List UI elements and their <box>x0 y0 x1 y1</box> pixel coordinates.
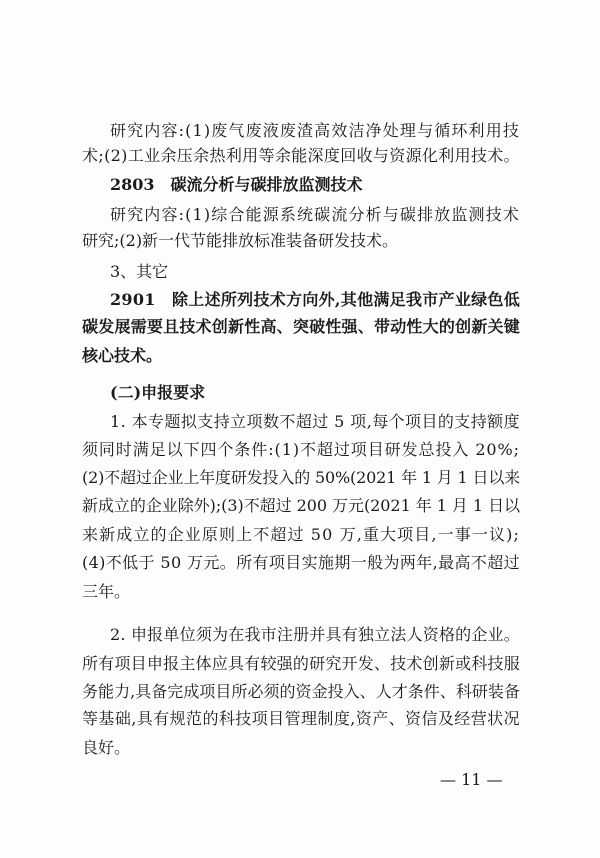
text-line: 须同时满足以下四个条件:(1)不超过项目研发总投入 20%; <box>82 440 520 459</box>
text-line: (4)不低于 50 万元。所有项目实施期一般为两年,最高不超过 <box>82 553 520 572</box>
section-heading: (二)申报要求 <box>110 383 206 402</box>
page-number: — 11 — <box>440 770 503 789</box>
text-line: 研究内容:(1)综合能源系统碳流分析与碳排放监测技术 <box>110 205 520 224</box>
text-line: 来新成立的企业原则上不超过 50 万,重大项目,一事一议); <box>82 525 520 544</box>
text-line: 1. 本专题拟支持立项数不超过 5 项,每个项目的支持额度 <box>110 412 520 431</box>
text-line: 所有项目申报主体应具有较强的研究开发、技术创新或科技服 <box>82 654 520 673</box>
text-line: 良好。 <box>82 738 131 757</box>
text-line: 等基础,具有规范的科技项目管理制度,资产、资信及经营状况 <box>82 709 520 728</box>
text-line: 碳发展需要且技术创新性高、突破性强、带动性大的创新关键 <box>82 317 520 336</box>
text-line: 核心技术。 <box>82 346 163 365</box>
text-line: 研究内容:(1)废气废液废渣高效洁净处理与循环利用技 <box>110 121 520 140</box>
text-line: (2)不超过企业上年度研发投入的 50%(2021 年 1 月 1 日以来 <box>82 468 520 487</box>
text-line: 2. 申报单位须为在我市注册并具有独立法人资格的企业。 <box>110 625 520 644</box>
text-line: 研究;(2)新一代节能排放标准装备研发技术。 <box>82 231 399 250</box>
text-line: 术;(2)工业余压余热利用等余能深度回收与资源化利用技术。 <box>82 146 520 165</box>
text-line: 新成立的企业除外);(3)不超过 200 万元(2021 年 1 月 1 日以 <box>82 496 520 515</box>
text-line: 务能力,具备完成项目所必须的资金投入、人才条件、科研装备 <box>82 682 520 701</box>
section-heading: 3、其它 <box>110 262 169 281</box>
section-heading: 2803 碳流分析与碳排放监测技术 <box>110 175 363 194</box>
text-line: 2901 除上述所列技术方向外,其他满足我市产业绿色低 <box>110 290 520 309</box>
text-line: 三年。 <box>82 582 131 601</box>
